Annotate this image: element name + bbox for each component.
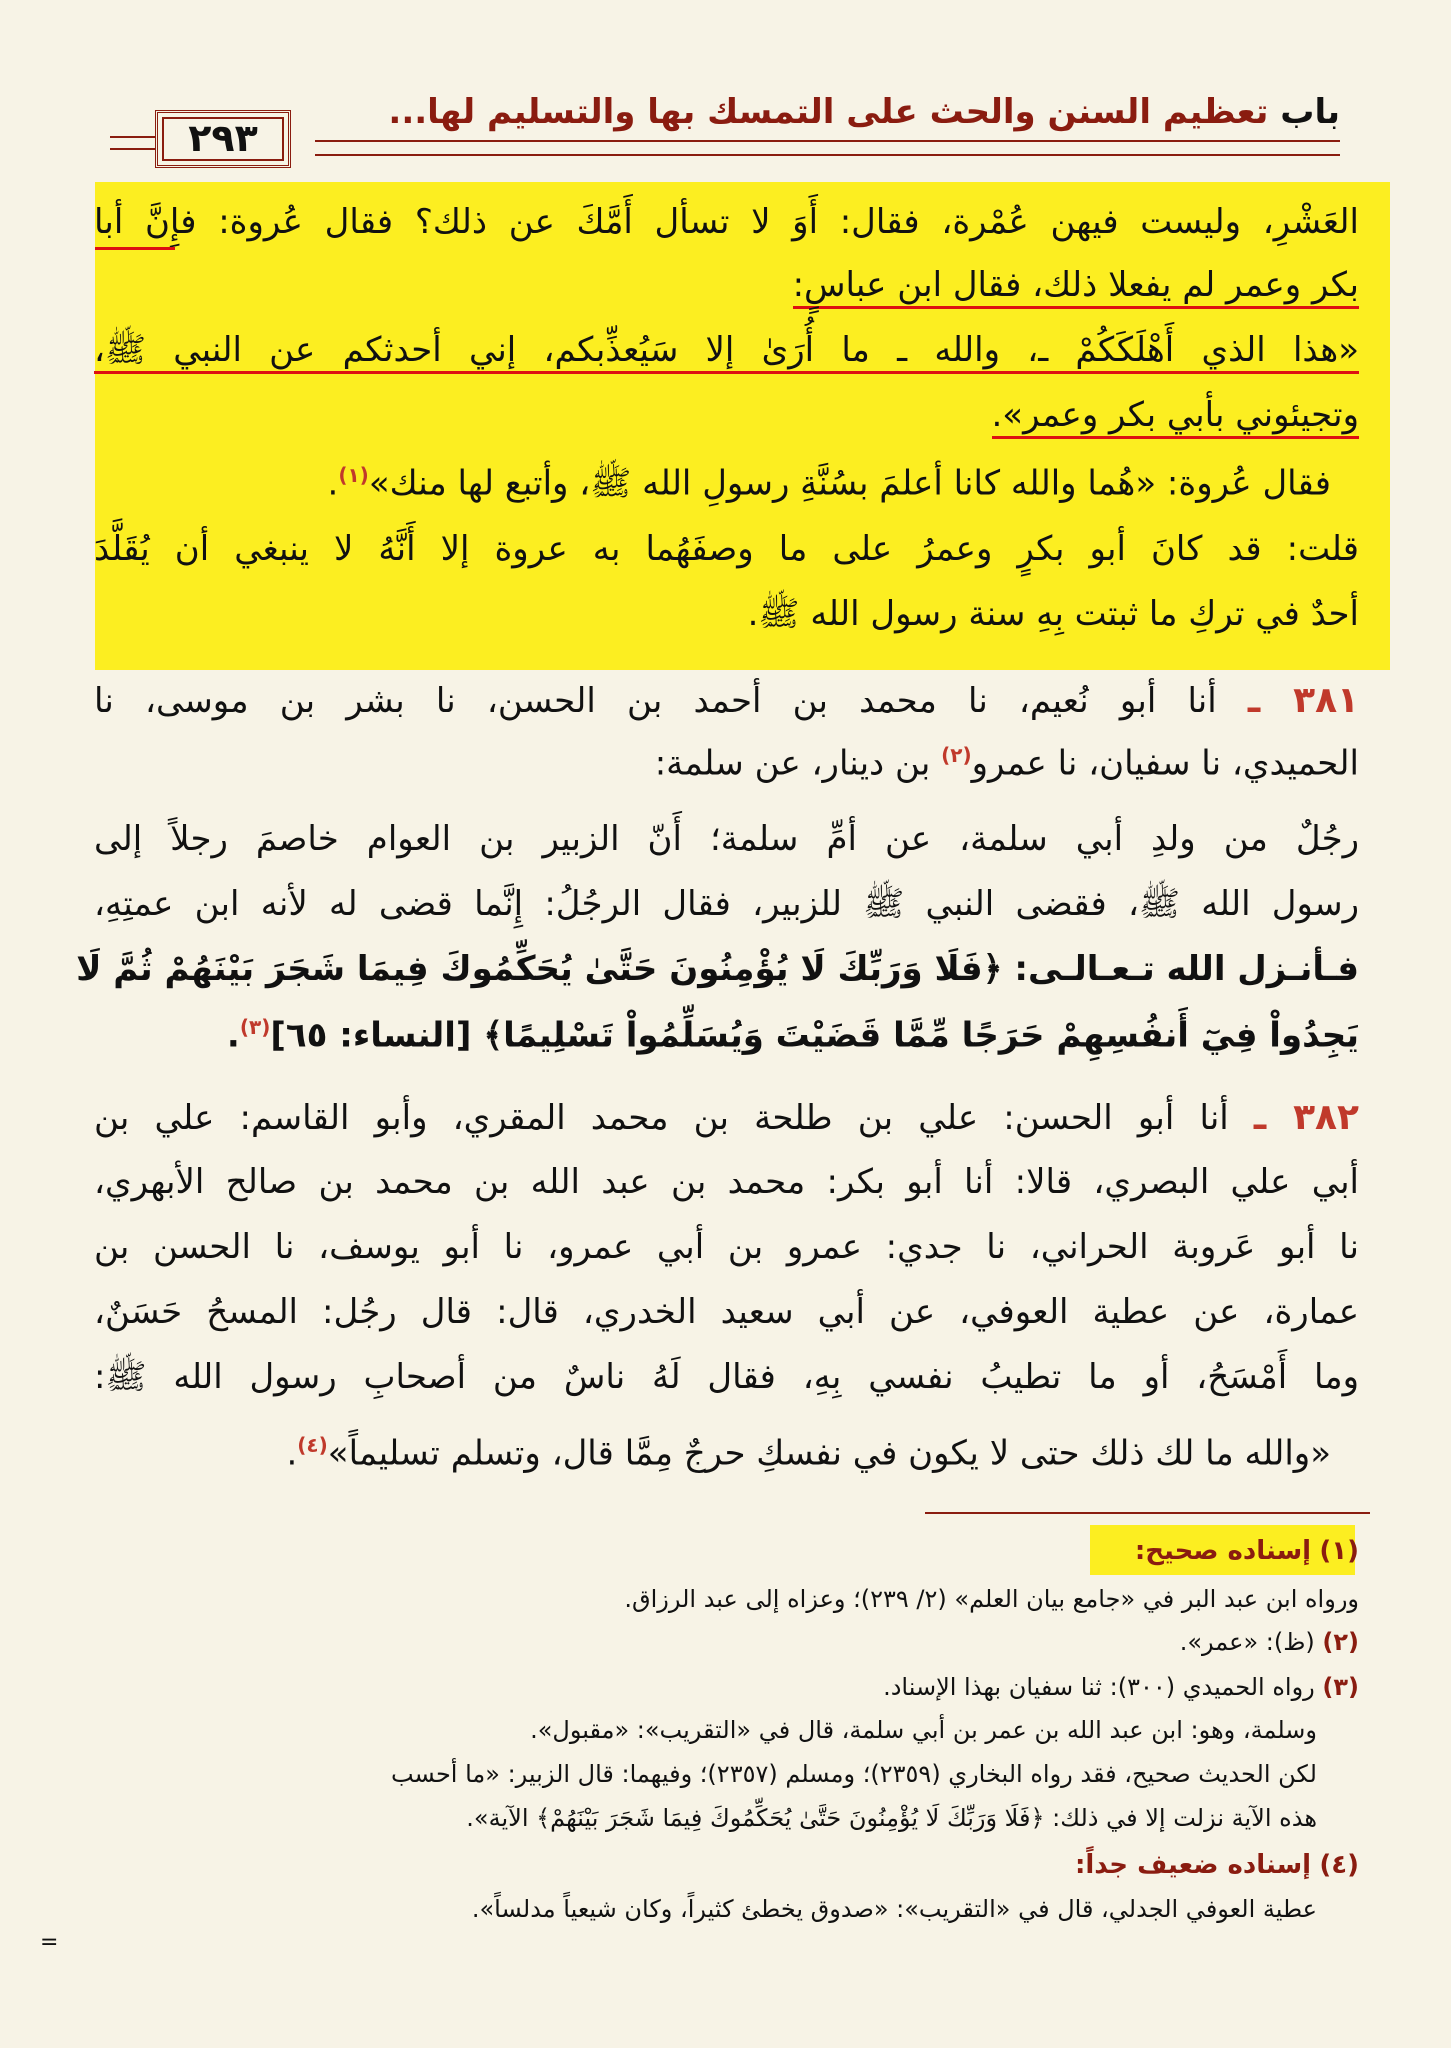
hadith-382-line-3: نا أبو عَروبة الحراني، نا جدي: عمرو بن أبي عمرو، نا أبو يوسف، نا الحسن بن [94,1227,1359,1267]
header-rule-right [315,140,1340,156]
chapter-title-text: تعظيم السنن والحث على التمسك بها والتسليم لها... [388,92,1269,132]
footnote-ref-3[interactable]: (٣) [239,1015,271,1039]
hl-line-6: قلت: قد كانَ أبو بكرٍ وعمرُ على ما وصفَهُما به عروة إلا أَنَّهُ لا ينبغي أن يُقَلَّدَ [94,529,1359,569]
page-number-frame [162,117,284,161]
hl-line-1: العَشْرِ، وليست فيهن عُمْرة، فقال: أَوَ لا تسأل أَمَّكَ عن ذلك؟ فقال عُروة: فإِنَّ أبا [94,202,1359,242]
chapter-lead: باب [1280,92,1340,132]
header-rule-left [110,136,160,150]
hl-line-3: «هذا الذي أَهْلَكَكُمْ ـ، والله ـ ما أُرَىٰ إلا سَيُعذِّبكم، إني أحدثكم عن النبي ﷺ، [94,333,1359,374]
running-header [110,92,1340,160]
page-number: ٢٩٣ [188,116,258,160]
hadith-382-line-2: أبي علي البصري، قالا: أنا أبو بكر: محمد بن عبد الله بن محمد بن صالح الأبهري، [94,1162,1359,1202]
chapter-title [388,92,1340,132]
book-page: باب تعظيم السنن والحث على التمسك بها والتسليم لها... ٢٩٣ العَشْرِ، وليست فيهن عُمْرة، فقال: أَوَ لا تسأل أَمَّكَ عن ذلك؟ فقال عُروة: فإِنَّ أبا بكر وعمر لم يفعلا ذلك، فقال ابن عباسٍ: «هذا الذي أَهْلَكَكُمْ ـ، والله ـ ما أُرَىٰ إلا سَيُعذِّبكم، إني أحدثكم عن النبي ﷺ، وتجيئوني بأبي بكر وعمر». فقال عُروة: «هُما والله كانا أعلمَ بسُنَّةِ رسولِ الله ﷺ، وأتبع لها منك»$^{(١)}$. قلت: قد كانَ أبو بكرٍ وعمرُ على ما وصفَهُما به عروة إلا أَنَّهُ لا ينبغي أن يُقَلَّدَ أحدٌ في تركِ ما ثبتت بِهِ سنة رسول الله ﷺ. ٣٨١ ـ أنا أبو نُعيم، نا محمد بن أحمد بن الحسن، نا بشر بن موسى، نا الحميدي، نا سفيان، نا عمرو$^{(٢)}$ بن دينار، عن سلمة: رجُلٌ من ولدِ أبي سلمة، عن أمِّ سلمة؛ أَنّ الزبير بن العوام خاصمَ رجلاً إلى رسول الله ﷺ، فقضى النبي ﷺ للزبير، فقال الرجُلُ: إِنَّما قضى له لأنه ابن عمتِهِ، فـأنـزل الله تـعـالـى: ﴿فَلَا وَرَبِّكَ لَا يُؤْمِنُونَ حَتَّىٰ يُحَكِّمُوكَ فِيمَا شَجَرَ بَيْنَهُمْ ثُمَّ لَا يَجِدُواْ فِيٓ أَنفُسِهِمْ حَرَجًا مِّمَّا قَضَيْتَ وَيُسَلِّمُواْ تَسْلِيمًا﴾ [النساء: ٦٥]$^{(٣)}$. ٣٨٢ ـ أنا أبو الحسن: علي بن طلحة بن محمد المقري، وأبو القاسم: علي بن أبي علي البصري، قالا: أنا أبو بكر: محمد بن عبد الله بن محمد بن صالح الأبهري، نا أبو عَروبة الحراني، نا جدي: عمرو بن أبي عمرو، نا أبو يوسف، نا الحسن بن عمارة، عن عطية العوفي، عن أبي سعيد الخدري، قال: قال رجُل: المسحُ حَسَنٌ، وما أَمْسَحُ، أو ما تطيبُ نفسي بِهِ، فقال لَهُ ناسٌ من أصحابِ رسول الله ﷺ: «والله ما لك ذلك حتى لا يكون في نفسكِ حرجٌ مِمَّا قال، وتسلم تسليماً»$^{(٤)}$. (١) إسناده صحيح: ورواه ابن عبد البر في «جامع بيان العلم» (٢/ ٢٣٩)؛ وعزاه إلى عبد الرزاق. (٢) (ظ): «عمر». (٣) رواه الحميدي (٣٠٠): ثنا سفيان بهذا الإسناد. وسلمة، وهو: ابن عبد الله بن عمر بن أبي سلمة، قال في «التقريب»: «مقبول». لكن الحديث صحيح، فقد رواه البخاري (٢٣٥٩)؛ ومسلم (٢٣٥٧)؛ وفيهما: قال الزبير: «ما أحسب هذه الآية نزلت إلا في ذلك: ﴿فَلَا وَرَبِّكَ لَا يُؤْمِنُونَ حَتَّىٰ يُحَكِّمُوكَ فِيمَا شَجَرَ بَيْنَهُمْ﴾ الآية». (٤) إسناده ضعيف جداً: عطية العوفي الجدلي، قال في «التقريب»: «صدوق يخطئ كثيراً، وكان شيعياً مدلساً». = [0,0,1451,2048]
hadith-382-line-1: ٣٨٢ ـ أنا أبو الحسن: علي بن طلحة بن محمد المقري، وأبو القاسم: علي بن [94,1097,1359,1138]
hadith-381-line-5: فـأنـزل الله تـعـالـى: ﴿فَلَا وَرَبِّكَ لَا يُؤْمِنُونَ حَتَّىٰ يُحَكِّمُوكَ فِيمَا شَجَرَ بَيْنَهُمْ ثُمَّ لَا [76,949,1359,989]
footnote-separator [925,1512,1370,1514]
footnote-ref-4[interactable]: (٤) [297,1433,328,1457]
hadith-381-line-4: رسول الله ﷺ، فقضى النبي ﷺ للزبير، فقال الرجُلُ: إِنَّما قضى له لأنه ابن عمتِهِ، [94,884,1359,924]
underline-1 [95,247,175,250]
margin-mark: = [40,1930,59,1955]
footnote-ref-1[interactable]: (١) [338,463,369,487]
hl-line-5-text: فقال عُروة: «هُما والله كانا أعلمَ بسُنَّةِ رسولِ الله ﷺ، وأتبع لها منك» [368,463,1331,504]
footnote-ref-2[interactable]: (٢) [941,743,972,767]
hadith-number-381: ٣٨١ ـ [1247,680,1360,721]
hadith-381-line-3: رجُلٌ من ولدِ أبي سلمة، عن أمِّ سلمة؛ أَنّ الزبير بن العوام خاصمَ رجلاً إلى [94,819,1359,859]
hadith-number-382: ٣٨٢ ـ [1253,1097,1359,1138]
page-number-box [155,110,291,168]
hadith-382-line-5: وما أَمْسَحُ، أو ما تطيبُ نفسي بِهِ، فقال لَهُ ناسٌ من أصحابِ رسول الله ﷺ: [94,1357,1359,1397]
hadith-382-line-4: عمارة، عن عطية العوفي، عن أبي سعيد الخدري، قال: قال رجُل: المسحُ حَسَنٌ، [94,1292,1359,1332]
hadith-381-line-1: ٣٨١ ـ أنا أبو نُعيم، نا محمد بن أحمد بن الحسن، نا بشر بن موسى، نا [94,680,1360,721]
